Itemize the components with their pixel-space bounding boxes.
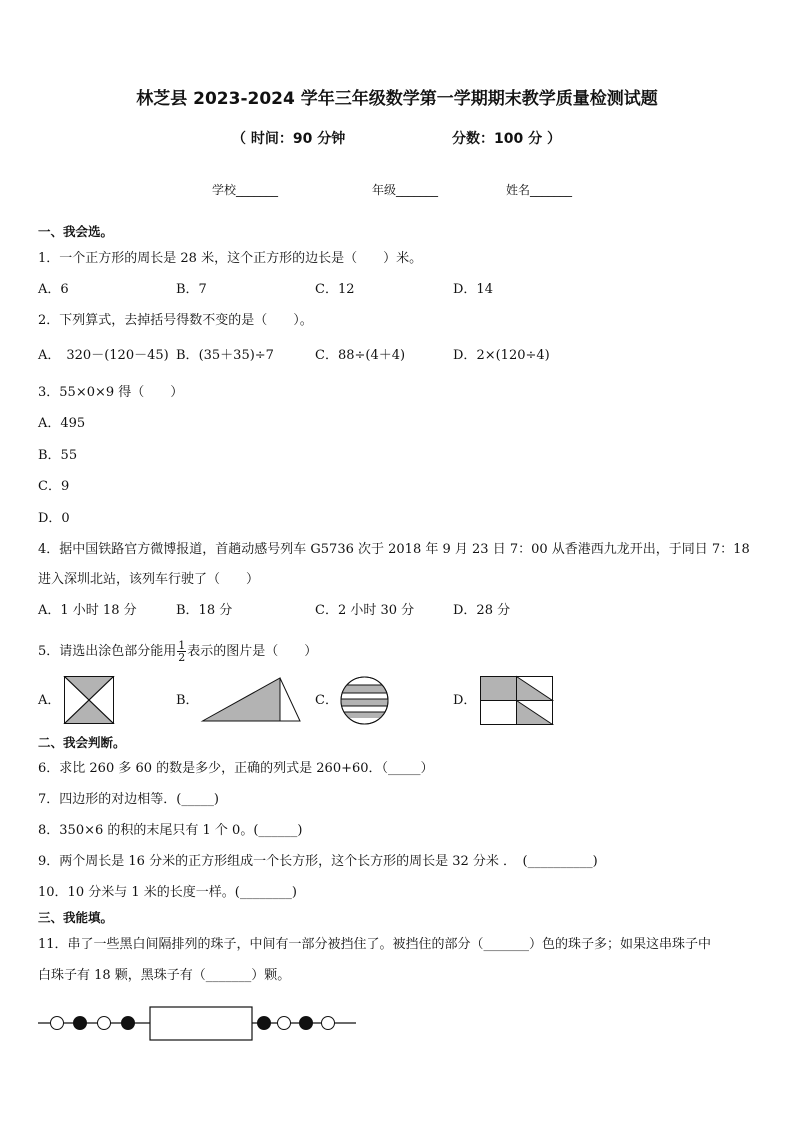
q1-option-c: C．12 xyxy=(315,282,355,297)
white-bead xyxy=(322,1017,335,1030)
q1-option-b: B．7 xyxy=(176,282,207,297)
fraction-one-half: $\frac{1}{2}$ xyxy=(178,639,186,664)
q2-formula-c: 88÷(4＋4) xyxy=(337,348,406,363)
question-7: 7．四边形的对边相等．(_____) xyxy=(38,792,219,807)
q5-option-a-label: A． xyxy=(38,693,61,708)
q5-figure-d-rectangle xyxy=(480,676,554,726)
q1-option-d: D．14 xyxy=(453,282,493,297)
question-11-line2: 白珠子有 18 颗，黑珠子有（_______）颗。 xyxy=(38,968,291,983)
question-3: 3．55×0×9 得（ ） xyxy=(38,385,184,400)
question-5: 5．请选出涂色部分能用 $\frac{1}{2}$ 表示的图片是（ ） xyxy=(38,639,318,664)
q2-formula-b: (35＋35)÷7 xyxy=(198,348,274,363)
black-bead xyxy=(258,1017,271,1030)
black-bead xyxy=(300,1017,313,1030)
question-6: 6．求比 260 多 60 的数是多少，正确的列式是 260+60．（_____） xyxy=(38,761,434,776)
white-bead xyxy=(278,1017,291,1030)
question-10: 10．10 分米与 1 米的长度一样。(________) xyxy=(38,885,297,900)
q3-option-a: A．495 xyxy=(38,416,86,431)
section-heading-3: 三、我能填。 xyxy=(38,910,114,925)
q4-option-b: B．18 分 xyxy=(176,603,233,618)
q3-option-d: D．0 xyxy=(38,511,70,526)
white-bead xyxy=(51,1017,64,1030)
question-4-line1: 4．据中国铁路官方微博报道，首趟动感号列车 G5736 次于 2018 年 9 月 23 日 7：00 从香港西九龙开出，于同日 7：18 xyxy=(38,542,750,557)
page-title: 林芝县 2023-2024 学年三年级数学第一学期期末教学质量检测试题 xyxy=(136,89,658,109)
q2-option-c: C．88÷(4＋4) xyxy=(315,348,406,363)
black-bead xyxy=(122,1017,135,1030)
q3-option-b: B．55 xyxy=(38,448,78,463)
q5-option-d-label: D． xyxy=(453,693,477,708)
question-4-line2: 进入深圳北站，该列车行驶了（ ） xyxy=(38,572,260,587)
section-heading-2: 二、我会判断。 xyxy=(38,735,126,750)
q4-option-d: D．28 分 xyxy=(453,603,511,618)
name-field: 姓名_______ xyxy=(506,183,573,197)
white-bead xyxy=(98,1017,111,1030)
hidden-section-box xyxy=(150,1007,252,1040)
question-11-line1: 11．串了一些黑白间隔排列的珠子，中间有一部分被挡住了。被挡住的部分（_______）色的珠子多；如果这串珠子中 xyxy=(38,937,712,952)
q5-option-c-label: C． xyxy=(315,693,338,708)
exam-time: （ 时间：90 分钟 xyxy=(232,131,346,147)
question-1: 1．一个正方形的周长是 28 米，这个正方形的边长是（ ）米。 xyxy=(38,251,423,266)
grade-field: 年级_______ xyxy=(372,183,439,197)
school-field: 学校_______ xyxy=(212,183,279,197)
question-2: 2．下列算式，去掉括号得数不变的是（ ）。 xyxy=(38,313,313,328)
q2-option-b: B．(35＋35)÷7 xyxy=(176,348,274,363)
bead-string-diagram xyxy=(38,1006,358,1042)
q2-formula-a: 320－(120－45) xyxy=(66,348,169,363)
q4-option-a: A．1 小时 18 分 xyxy=(38,603,137,618)
black-bead xyxy=(74,1017,87,1030)
q5-figure-a-square xyxy=(64,676,114,726)
q3-option-c: C．9 xyxy=(38,479,70,494)
question-8: 8．350×6 的积的末尾只有 1 个 0。(______) xyxy=(38,823,303,838)
section-heading-1: 一、我会选。 xyxy=(38,224,114,239)
q2-formula-d: 2×(120÷4) xyxy=(476,348,550,363)
q2-option-a: A． 320－(120－45) xyxy=(38,348,169,363)
q2-option-d: D．2×(120÷4) xyxy=(453,348,550,363)
q5-figure-b-triangle xyxy=(202,676,302,724)
q5-option-b-label: B． xyxy=(176,693,199,708)
question-9: 9．两个周长是 16 分米的正方形组成一个长方形，这个长方形的周长是 32 分米 ． (__________) xyxy=(38,854,598,869)
q4-option-c: C．2 小时 30 分 xyxy=(315,603,415,618)
exam-score: 分数：100 分 ） xyxy=(452,131,561,147)
q1-option-a: A．6 xyxy=(38,282,69,297)
q5-figure-c-circle xyxy=(340,676,390,726)
